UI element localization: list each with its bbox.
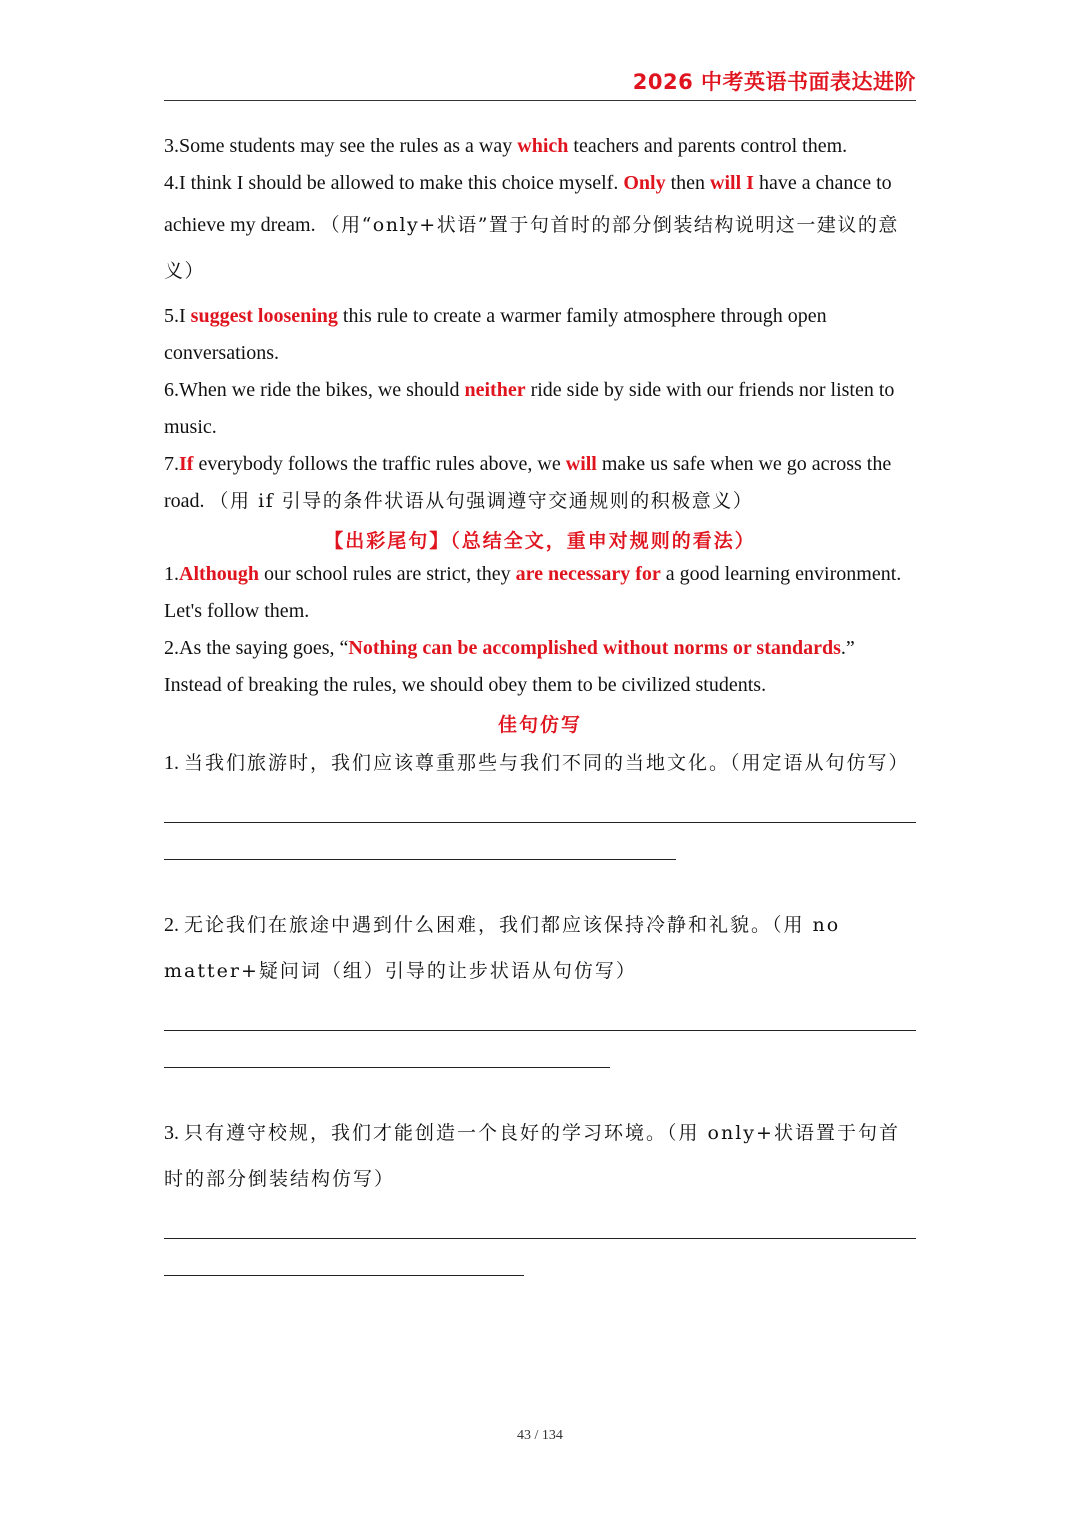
text: 1.: [164, 563, 179, 585]
answer-line[interactable]: [164, 822, 916, 823]
ending-sentence-2: [164, 630, 916, 704]
section-heading-ending: 【出彩尾句】（总结全文，重申对规则的看法）: [324, 530, 756, 552]
highlight: will: [565, 453, 597, 475]
answer-line[interactable]: [164, 859, 676, 860]
sentence-7: [164, 446, 916, 520]
highlight: Only: [623, 172, 666, 194]
question-text: 无论我们在旅途中遇到什么困难，我们都应该保持冷静和礼貌。（用 no matter+疑问词（组）引导的让步状语从句仿写）: [164, 914, 841, 982]
text: 2.As the saying goes, “: [164, 637, 349, 659]
question-number: 1.: [164, 752, 184, 774]
text: 3.Some students may see the rules as a way: [164, 135, 518, 157]
text: have a chance to achieve my dream.: [164, 172, 892, 236]
answer-line[interactable]: [164, 1238, 916, 1239]
answer-lines-3: [164, 1238, 916, 1276]
highlight: which: [517, 135, 569, 157]
text: 5.I: [164, 305, 191, 327]
highlight: neither: [464, 379, 526, 401]
answer-line[interactable]: [164, 1067, 610, 1068]
page-number: 43 / 134: [517, 1428, 563, 1443]
header-divider: [164, 100, 916, 101]
question-text: 只有遵守校规，我们才能创造一个良好的学习环境。（用 only+状语置于句首时的部分倒装结构仿写）: [164, 1122, 900, 1190]
sentence-6: [164, 372, 916, 446]
text: everybody follows the traffic rules above, we: [193, 453, 566, 475]
ending-sentence-1: [164, 556, 916, 630]
section-heading-imitation: 佳句仿写: [497, 714, 582, 736]
text: teachers and parents control them.: [568, 135, 848, 157]
highlight: Nothing can be accomplished without norms or standards: [348, 637, 841, 659]
text: this rule to create a warmer family atmosphere through open conversations.: [164, 305, 827, 364]
text: ride side by side with our friends nor listen to music.: [164, 379, 895, 438]
header-title: 2026 中考英语书面表达进阶: [632, 70, 916, 94]
question-number: 3.: [164, 1122, 184, 1144]
sentence-4: [164, 165, 916, 294]
text: .” Instead of breaking the rules, we should obey them to be civilized students.: [164, 637, 855, 696]
text: 7.: [164, 453, 179, 475]
chinese-note: （用 if 引导的条件状语从句强调遵守交通规则的积极意义）: [209, 490, 754, 512]
answer-lines-1: [164, 822, 916, 860]
text: 4.I think I should be allowed to make this choice myself.: [164, 172, 624, 194]
chinese-note: （用“only+状语”置于句首时的部分倒装结构说明这一建议的意义）: [164, 214, 899, 282]
sentence-3: [164, 128, 916, 165]
imitation-question-1: [164, 740, 916, 786]
highlight: are necessary for: [515, 563, 661, 585]
imitation-question-3: [164, 1110, 916, 1202]
highlight: Although: [179, 563, 260, 585]
text: 6.When we ride the bikes, we should: [164, 379, 465, 401]
sentence-5: [164, 298, 916, 372]
imitation-question-2: [164, 902, 916, 994]
text: our school rules are strict, they: [259, 563, 516, 585]
page-content: [164, 128, 916, 1276]
answer-lines-2: [164, 1030, 916, 1068]
answer-line[interactable]: [164, 1030, 916, 1031]
highlight: suggest loosening: [190, 305, 338, 327]
highlight: If: [179, 453, 194, 475]
text: then: [665, 172, 711, 194]
answer-line[interactable]: [164, 1275, 524, 1276]
question-text: 当我们旅游时，我们应该尊重那些与我们不同的当地文化。（用定语从句仿写）: [184, 752, 910, 774]
highlight: will I: [710, 172, 754, 194]
text: a good learning environment. Let's follow them.: [164, 563, 902, 622]
question-number: 2.: [164, 914, 184, 936]
text: make us safe when we go across the road.: [164, 453, 892, 512]
